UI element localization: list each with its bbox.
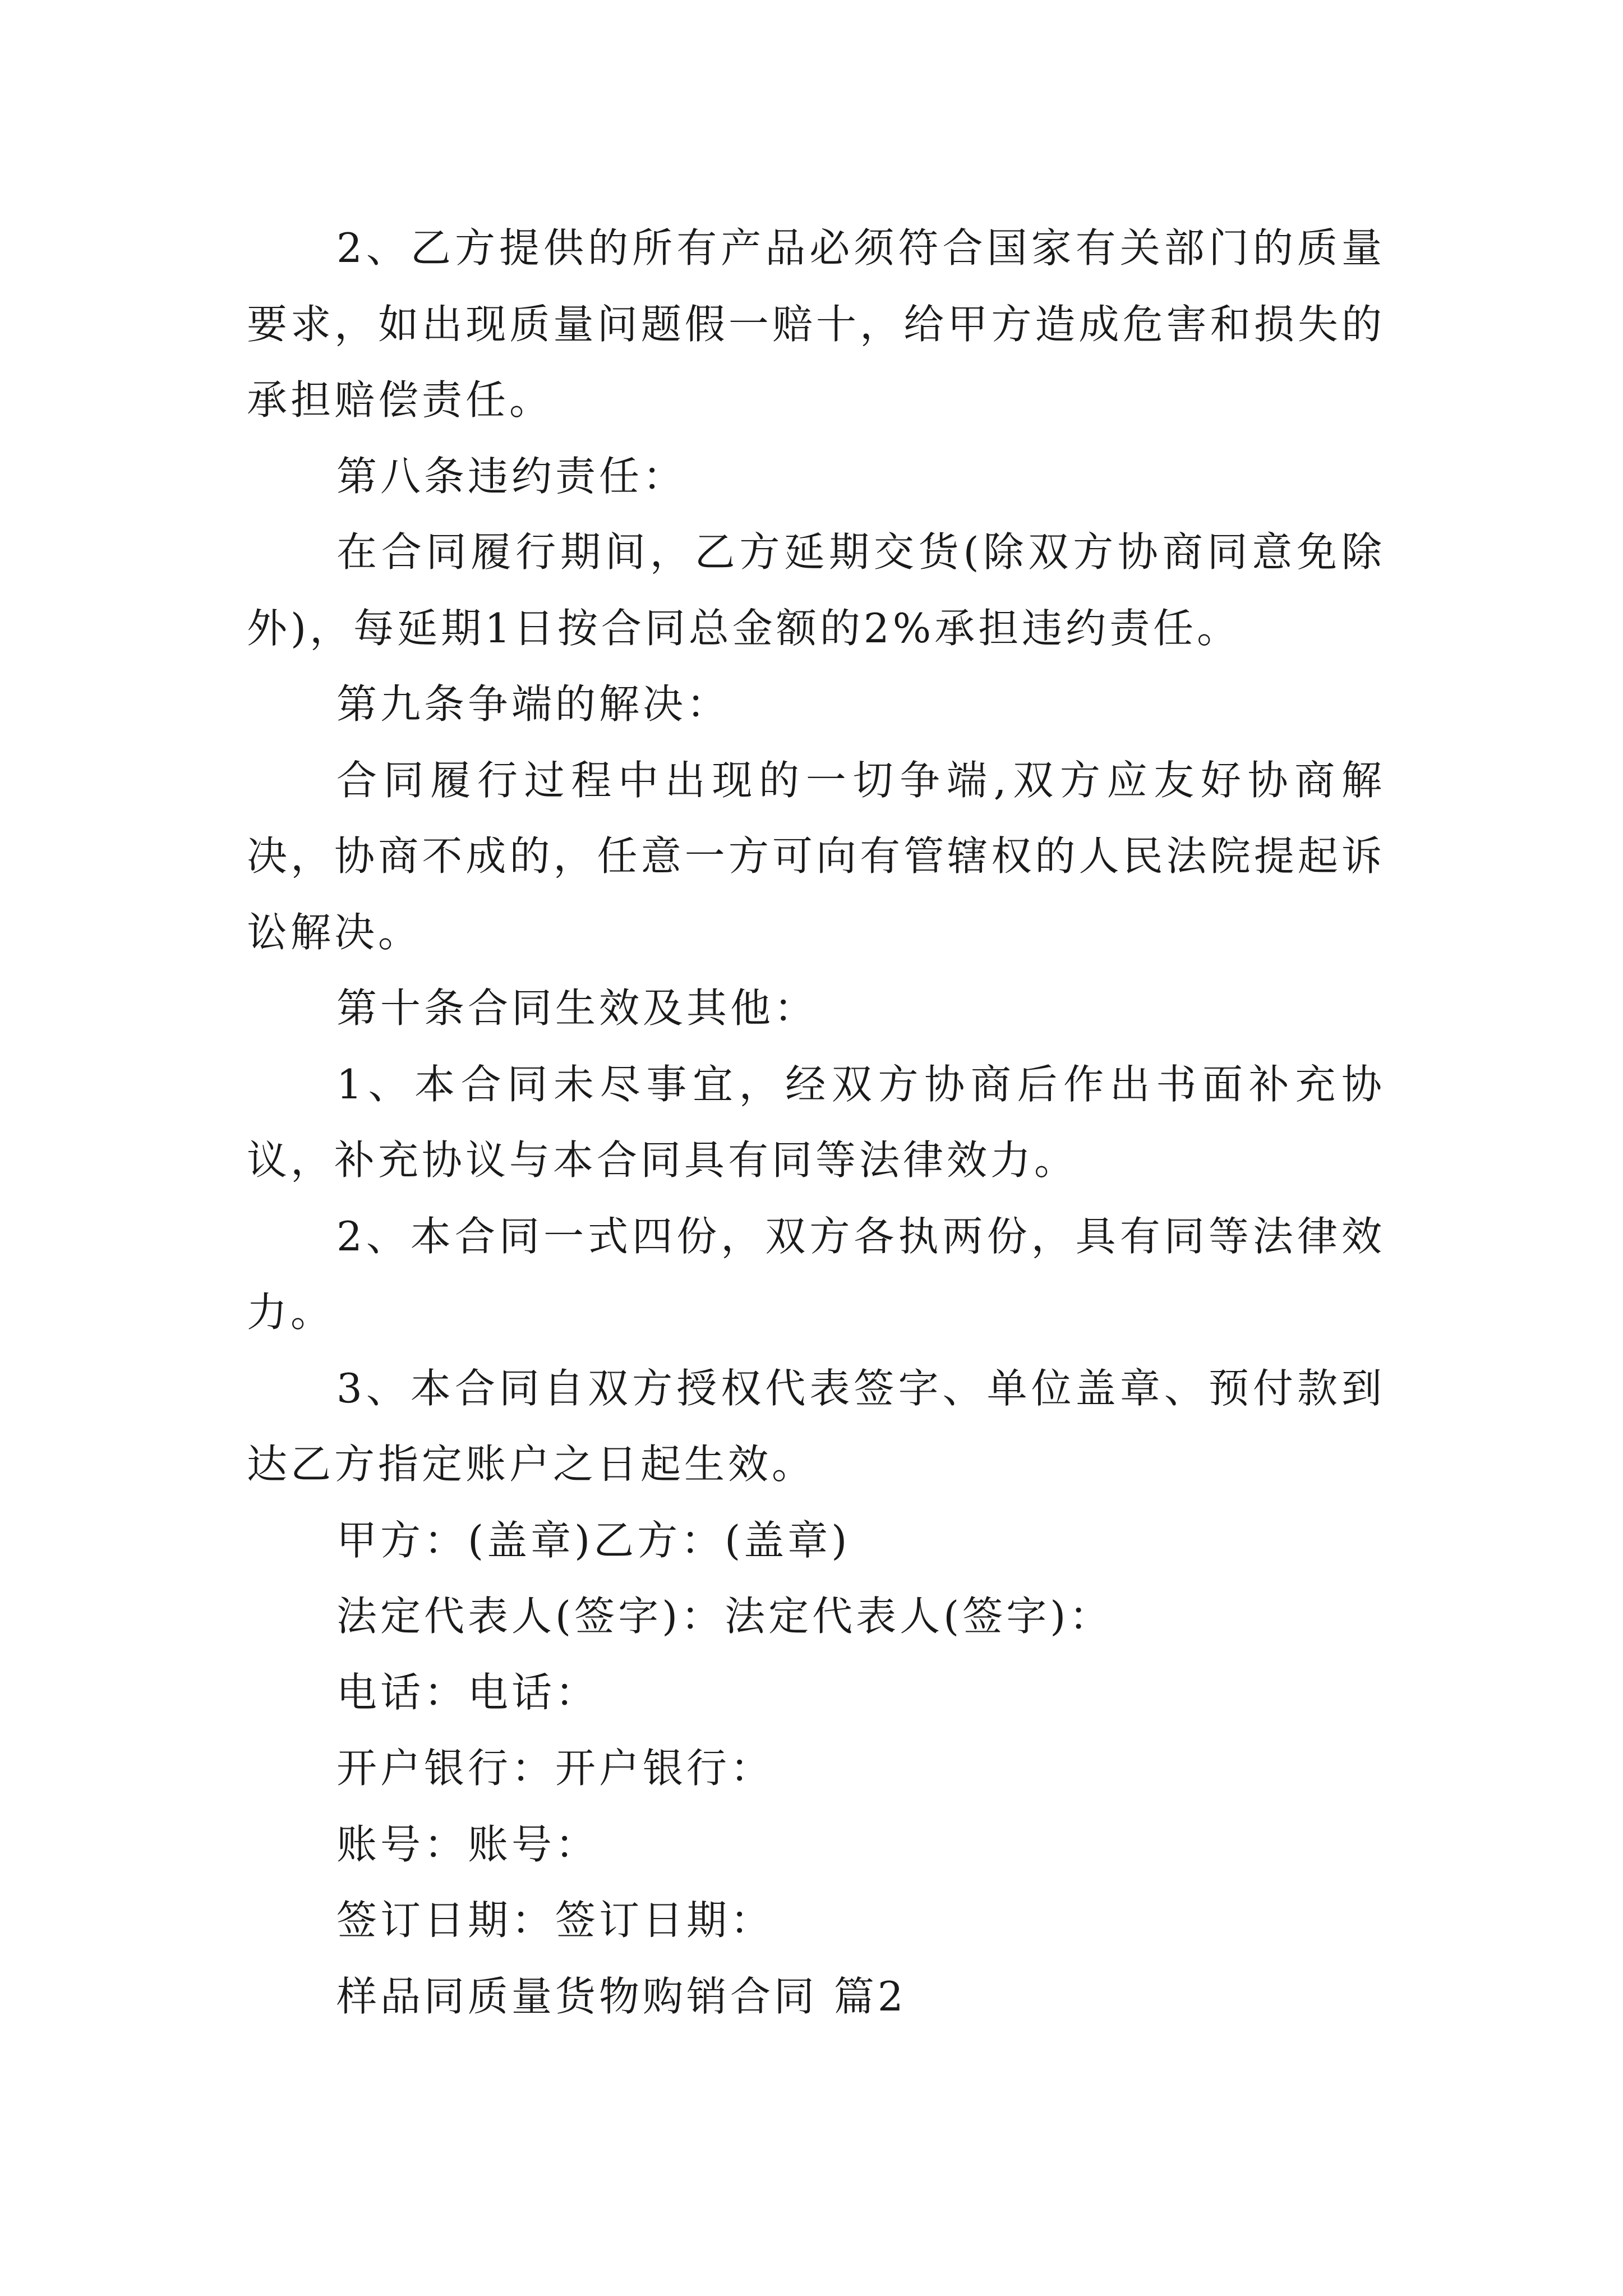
clause-7-item-2: 2、乙方提供的所有产品必须符合国家有关部门的质量要求，如出现质量问题假一赔十，给甲方造成危害和损失的承担赔偿责任。 [247, 224, 1385, 424]
section-title-part-2: 样品同质量货物购销合同 篇2 [336, 1972, 907, 2020]
document-body [247, 210, 1385, 2035]
phone-line: 电话：电话： [336, 1668, 600, 1716]
article-9-text: 合同履行过程中出现的一切争端,双方应友好协商解决，协商不成的，任意一方可向有管辖权的人民法院提起诉讼解决。 [247, 756, 1385, 956]
article-8-heading: 第八条违约责任： [336, 452, 687, 500]
article-10-heading: 第十条合同生效及其他： [336, 984, 818, 1032]
article-8-text: 在合同履行期间，乙方延期交货(除双方协商同意免除外)，每延期1日按合同总金额的2%承担违约责任。 [247, 528, 1385, 652]
article-9-heading: 第九条争端的解决： [336, 680, 731, 728]
article-10-item-3: 3、本合同自双方授权代表签字、单位盖章、预付款到达乙方指定账户之日起生效。 [247, 1364, 1385, 1488]
article-10-item-2: 2、本合同一式四份，双方各执两份，具有同等法律效力。 [247, 1212, 1385, 1336]
party-seal-line: 甲方：(盖章)乙方：(盖章) [336, 1516, 851, 1564]
legal-representative-line: 法定代表人(签字)：法定代表人(签字)： [336, 1593, 1113, 1640]
article-10-item-1: 1、本合同未尽事宜，经双方协商后作出书面补充协议，补充协议与本合同具有同等法律效力。 [247, 1060, 1385, 1184]
account-line: 账号：账号： [336, 1820, 600, 1868]
bank-line: 开户银行：开户银行： [336, 1745, 774, 1792]
signing-date-line: 签订日期：签订日期： [336, 1897, 774, 1944]
